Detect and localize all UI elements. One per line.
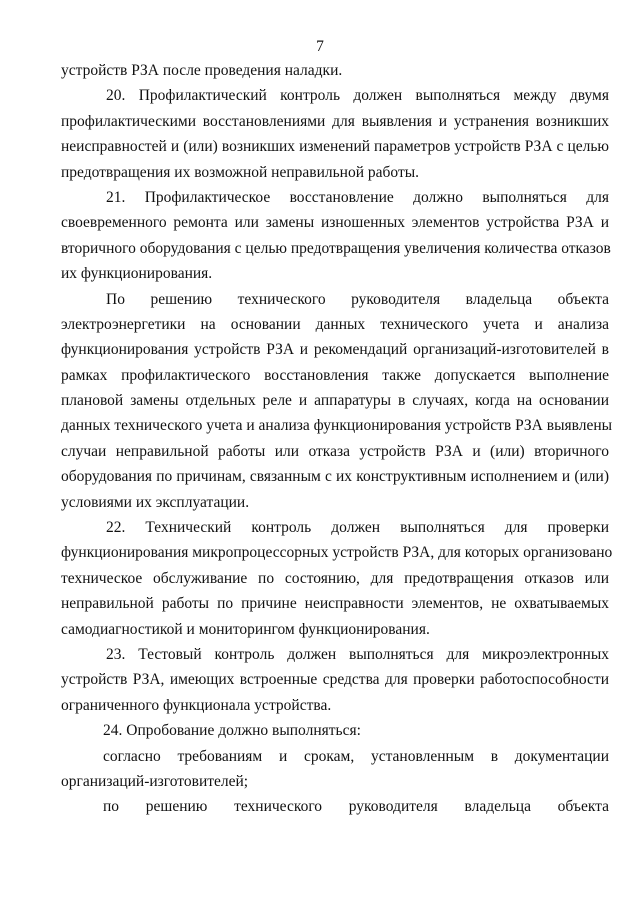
text-line: рамках профилактического восстановления также допускается выполнение: [61, 366, 609, 384]
text-line: данных технического учета и анализа функционирования устройств РЗА выявлены: [61, 417, 613, 435]
text-line: предотвращения их возможной неправильной работы.: [61, 163, 420, 181]
document-body: [61, 58, 613, 820]
text-line: оборудования по причинам, связанным с их конструктивным исполнением и (или): [61, 468, 609, 486]
text-line: неисправностей и (или) возникших изменений параметров устройств РЗА с целью: [61, 138, 609, 156]
text-line: случаи неправильной работы или отказа устройств РЗА и (или) вторичного: [61, 442, 609, 460]
page-number: 7: [316, 38, 324, 55]
list-item-line: по решению технического руководителя владельца объекта: [103, 798, 609, 816]
text-line: неправильной работы по причине неисправности элементов, не охватываемых: [61, 595, 609, 613]
text-line: вторичного оборудования с целью предотвращения увеличения количества отказов: [61, 239, 611, 257]
paragraph-line: По решению технического руководителя владельца объекта: [106, 290, 609, 308]
text-line: своевременного ремонта или замены изношенных элементов устройства РЗА и: [61, 214, 609, 232]
text-line: устройств РЗА после проведения наладки.: [61, 62, 343, 79]
text-line: электроэнергетики на основании данных технического учета и анализа: [61, 315, 609, 333]
paragraph-20-line: 20. Профилактический контроль должен выполняться между двумя: [106, 87, 609, 105]
text-line: плановой замены отдельных реле и аппаратуры в случаях, когда на основании: [61, 392, 609, 410]
text-line: функционирования микропроцессорных устройств РЗА, для которых организовано: [61, 544, 613, 562]
text-line: профилактическими восстановлениями для выявления и устранения возникших: [61, 112, 609, 130]
paragraph-21-line: 21. Профилактическое восстановление должно выполняться для: [106, 188, 609, 206]
text-line: техническое обслуживание по состоянию, для предотвращения отказов или: [61, 569, 609, 587]
text-line: функционирования устройств РЗА и рекомендаций организаций-изготовителей в: [61, 341, 609, 359]
text-line: условиями их эксплуатации.: [61, 493, 250, 511]
text-line: устройств РЗА, имеющих встроенные средства для проверки работоспособности: [61, 671, 609, 689]
text-line: самодиагностикой и мониторингом функционирования.: [61, 620, 430, 638]
paragraph-24-line: 24. Опробование должно выполняться:: [103, 722, 361, 740]
text-line: организаций-изготовителей;: [61, 772, 249, 790]
text-line: ограниченного функционала устройства.: [61, 696, 332, 714]
text-line: их функционирования.: [61, 265, 213, 283]
paragraph-23-line: 23. Тестовый контроль должен выполняться для микроэлектронных: [106, 645, 609, 663]
paragraph-22-line: 22. Технический контроль должен выполняться для проверки: [106, 519, 609, 537]
list-item-line: согласно требованиям и срокам, установленным в документации: [103, 747, 609, 765]
